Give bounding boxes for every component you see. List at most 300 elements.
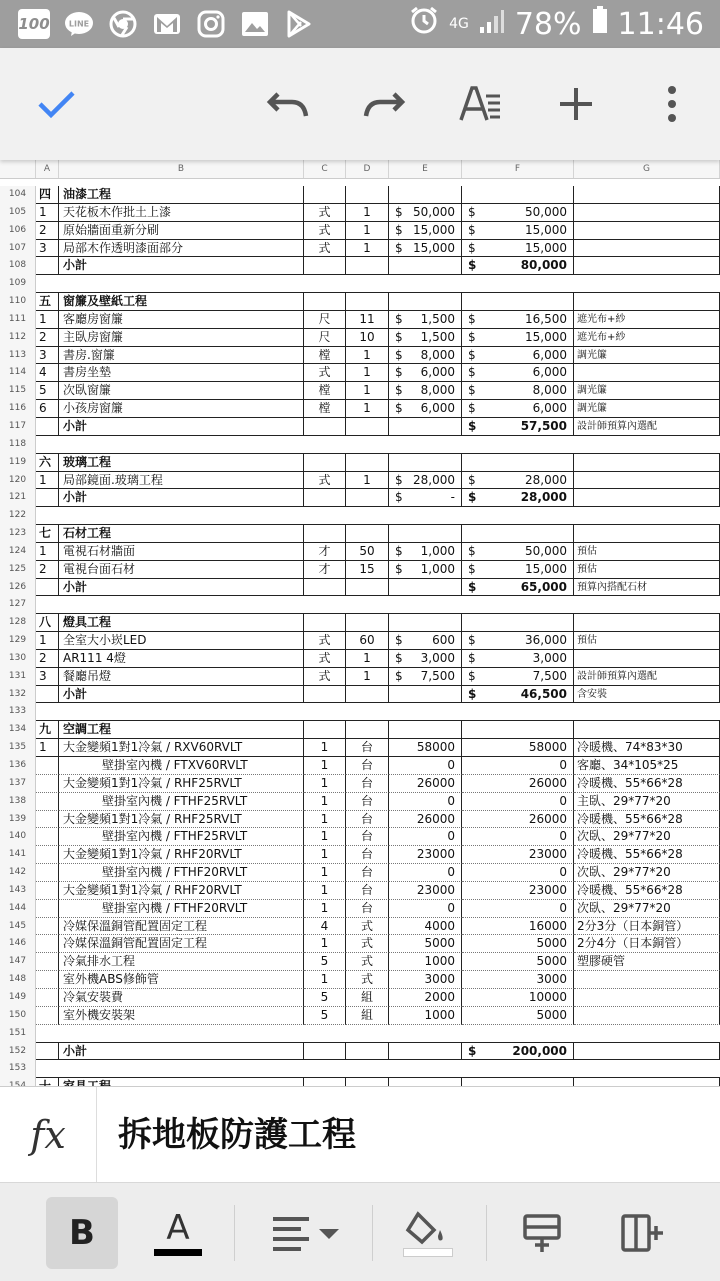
cell-g[interactable]: 調光簾 (574, 400, 720, 418)
formula-bar[interactable] (0, 1086, 720, 1183)
row-number[interactable]: 121 (0, 489, 36, 507)
cell-a[interactable]: 2 (36, 650, 59, 668)
cell-d[interactable] (346, 525, 389, 543)
row-number[interactable]: 122 (0, 507, 36, 525)
cell-f[interactable] (462, 329, 574, 347)
cell-a[interactable] (36, 757, 59, 775)
cell-g[interactable]: 預估 (574, 632, 720, 650)
cell-a[interactable]: 四 (36, 186, 59, 204)
row-number[interactable]: 116 (0, 400, 36, 418)
cell-c[interactable]: 1 (304, 882, 346, 900)
cell-f[interactable] (462, 364, 574, 382)
cell-d[interactable]: 15 (346, 561, 389, 579)
cell-e[interactable]: 1000 (389, 953, 462, 971)
cell-e[interactable] (389, 418, 462, 436)
cell-e[interactable] (389, 525, 462, 543)
cell-e[interactable] (389, 436, 462, 454)
cell-a[interactable] (36, 686, 59, 704)
cell-c[interactable]: 1 (304, 811, 346, 829)
check-icon[interactable] (28, 76, 84, 132)
cell-d[interactable] (346, 454, 389, 472)
cell-c[interactable] (304, 579, 346, 597)
cell-f[interactable] (462, 507, 574, 525)
column-header-b[interactable]: B (59, 160, 304, 178)
cell-g[interactable] (574, 275, 720, 293)
cell-d[interactable]: 1 (346, 472, 389, 490)
insert-column-icon[interactable] (610, 1197, 674, 1269)
cell-f[interactable]: 58000 (462, 739, 574, 757)
cell-c[interactable]: 5 (304, 953, 346, 971)
table-row[interactable] (0, 418, 720, 436)
cell-d[interactable]: 50 (346, 543, 389, 561)
cell-a[interactable] (36, 418, 59, 436)
cell-b[interactable]: 壁掛室內機 / FTXV60RVLT (59, 757, 304, 775)
cell-b[interactable]: 局部木作透明漆面部分 (59, 240, 304, 258)
cell-g[interactable] (574, 222, 720, 240)
cell-g[interactable] (574, 454, 720, 472)
row-number[interactable]: 113 (0, 347, 36, 365)
cell-c[interactable] (304, 186, 346, 204)
cell-f[interactable]: 0 (462, 757, 574, 775)
cell-g[interactable]: 設計師預算內選配 (574, 418, 720, 436)
table-row[interactable] (0, 811, 720, 829)
cell-b[interactable]: 小孩房窗簾 (59, 400, 304, 418)
cell-a[interactable]: 3 (36, 668, 59, 686)
cell-e[interactable] (389, 632, 462, 650)
cell-e[interactable] (389, 329, 462, 347)
row-number[interactable]: 129 (0, 632, 36, 650)
cell-b[interactable]: 室外機安裝架 (59, 1007, 304, 1025)
cell-b[interactable] (59, 596, 304, 614)
cell-a[interactable] (36, 579, 59, 597)
cell-d[interactable] (346, 507, 389, 525)
table-row[interactable] (0, 240, 720, 258)
cell-g[interactable] (574, 650, 720, 668)
cell-c[interactable]: 5 (304, 989, 346, 1007)
cell-c[interactable] (304, 525, 346, 543)
cell-f[interactable] (462, 436, 574, 454)
row-number[interactable]: 152 (0, 1043, 36, 1061)
cell-b[interactable]: 冷媒保溫銅管配置固定工程 (59, 918, 304, 936)
cell-b[interactable]: 天花板木作批土上漆 (59, 204, 304, 222)
cell-a[interactable] (36, 864, 59, 882)
cell-a[interactable]: 2 (36, 329, 59, 347)
cell-e[interactable] (389, 240, 462, 258)
cell-e[interactable] (389, 614, 462, 632)
cell-g[interactable]: 2分3分（日本銅管） (574, 918, 720, 936)
cell-g[interactable]: 主臥、29*77*20 (574, 793, 720, 811)
cell-g[interactable] (574, 364, 720, 382)
table-row[interactable] (0, 757, 720, 775)
cell-a[interactable]: 1 (36, 204, 59, 222)
cell-c[interactable]: 式 (304, 204, 346, 222)
cell-e[interactable]: 26000 (389, 775, 462, 793)
cell-g[interactable] (574, 1025, 720, 1043)
cell-a[interactable] (36, 918, 59, 936)
cell-a[interactable]: 五 (36, 293, 59, 311)
table-row[interactable] (0, 525, 720, 543)
cell-f[interactable] (462, 632, 574, 650)
cell-a[interactable] (36, 1043, 59, 1061)
cell-a[interactable] (36, 846, 59, 864)
row-number[interactable]: 128 (0, 614, 36, 632)
cell-e[interactable]: 26000 (389, 811, 462, 829)
cell-f[interactable]: 0 (462, 900, 574, 918)
cell-e[interactable] (389, 472, 462, 490)
cell-a[interactable] (36, 989, 59, 1007)
cell-e[interactable]: 23000 (389, 882, 462, 900)
cell-d[interactable] (346, 1025, 389, 1043)
table-row[interactable] (0, 632, 720, 650)
cell-c[interactable]: 尺 (304, 311, 346, 329)
cell-g[interactable] (574, 989, 720, 1007)
cell-d[interactable] (346, 686, 389, 704)
cell-c[interactable]: 式 (304, 632, 346, 650)
cell-f[interactable] (462, 1060, 574, 1078)
cell-g[interactable] (574, 703, 720, 721)
cell-d[interactable]: 台 (346, 793, 389, 811)
table-row[interactable] (0, 828, 720, 846)
cell-e[interactable] (389, 186, 462, 204)
cell-g[interactable]: 塑膠硬管 (574, 953, 720, 971)
cell-a[interactable] (36, 703, 59, 721)
cell-d[interactable]: 台 (346, 900, 389, 918)
cell-d[interactable]: 1 (346, 382, 389, 400)
cell-b[interactable]: 書房坐墊 (59, 364, 304, 382)
table-row[interactable] (0, 293, 720, 311)
cell-e[interactable] (389, 382, 462, 400)
table-row[interactable] (0, 935, 720, 953)
table-row[interactable] (0, 1060, 720, 1078)
cell-g[interactable]: 冷暖機、55*66*28 (574, 882, 720, 900)
cell-d[interactable]: 台 (346, 811, 389, 829)
cell-c[interactable] (304, 507, 346, 525)
cell-f[interactable]: 26000 (462, 775, 574, 793)
table-row[interactable] (0, 472, 720, 490)
cell-e[interactable] (389, 668, 462, 686)
table-row[interactable] (0, 454, 720, 472)
cell-c[interactable] (304, 436, 346, 454)
cell-e[interactable]: 0 (389, 793, 462, 811)
column-header-f[interactable]: F (462, 160, 574, 178)
cell-b[interactable]: 次臥窗簾 (59, 382, 304, 400)
cell-e[interactable] (389, 204, 462, 222)
cell-b[interactable]: 小計 (59, 686, 304, 704)
table-row[interactable] (0, 650, 720, 668)
cell-g[interactable] (574, 489, 720, 507)
align-left-icon[interactable] (264, 1197, 344, 1269)
cell-a[interactable] (36, 436, 59, 454)
cell-d[interactable]: 11 (346, 311, 389, 329)
cell-c[interactable]: 1 (304, 793, 346, 811)
cell-d[interactable]: 台 (346, 775, 389, 793)
cell-g[interactable] (574, 525, 720, 543)
cell-b[interactable]: 電視台面石材 (59, 561, 304, 579)
cell-a[interactable]: 六 (36, 454, 59, 472)
row-number[interactable]: 124 (0, 543, 36, 561)
cell-e[interactable] (389, 650, 462, 668)
cell-f[interactable] (462, 703, 574, 721)
cell-c[interactable] (304, 257, 346, 275)
table-row[interactable] (0, 900, 720, 918)
row-number[interactable]: 153 (0, 1060, 36, 1078)
cell-b[interactable]: 大金變頻1對1冷氣 / RHF25RVLT (59, 811, 304, 829)
cell-d[interactable] (346, 703, 389, 721)
cell-a[interactable] (36, 1007, 59, 1025)
cell-c[interactable]: 1 (304, 971, 346, 989)
cell-c[interactable]: 式 (304, 240, 346, 258)
cell-c[interactable]: 才 (304, 561, 346, 579)
cell-c[interactable]: 4 (304, 918, 346, 936)
cell-c[interactable] (304, 614, 346, 632)
cell-f[interactable] (462, 1025, 574, 1043)
cell-g[interactable]: 遮光布+紗 (574, 311, 720, 329)
cell-e[interactable]: 23000 (389, 846, 462, 864)
cell-b[interactable] (59, 1060, 304, 1078)
cell-d[interactable]: 式 (346, 953, 389, 971)
row-number[interactable]: 149 (0, 989, 36, 1007)
row-number[interactable]: 139 (0, 811, 36, 829)
cell-b[interactable]: 局部鏡面.玻璃工程 (59, 472, 304, 490)
row-number[interactable]: 131 (0, 668, 36, 686)
cell-d[interactable]: 式 (346, 935, 389, 953)
cell-b[interactable]: 小計 (59, 579, 304, 597)
table-row[interactable] (0, 775, 720, 793)
cell-a[interactable] (36, 775, 59, 793)
cell-g[interactable]: 冷暖機、55*66*28 (574, 775, 720, 793)
cell-a[interactable]: 5 (36, 382, 59, 400)
row-number[interactable]: 114 (0, 364, 36, 382)
cell-b[interactable]: 石材工程 (59, 525, 304, 543)
cell-a[interactable]: 1 (36, 632, 59, 650)
cell-g[interactable]: 預估 (574, 543, 720, 561)
cell-f[interactable]: 5000 (462, 1007, 574, 1025)
row-number[interactable]: 127 (0, 596, 36, 614)
cell-f[interactable] (462, 668, 574, 686)
row-number[interactable]: 110 (0, 293, 36, 311)
row-number[interactable]: 136 (0, 757, 36, 775)
row-number[interactable]: 108 (0, 257, 36, 275)
cell-f[interactable] (462, 454, 574, 472)
table-row[interactable] (0, 793, 720, 811)
cell-f[interactable] (462, 347, 574, 365)
cell-a[interactable]: 1 (36, 543, 59, 561)
cell-c[interactable] (304, 275, 346, 293)
table-row[interactable] (0, 186, 720, 204)
table-row[interactable] (0, 543, 720, 561)
cell-b[interactable]: 窗簾及壁紙工程 (59, 293, 304, 311)
cell-c[interactable] (304, 489, 346, 507)
cell-e[interactable] (389, 364, 462, 382)
row-number[interactable]: 146 (0, 935, 36, 953)
cell-g[interactable] (574, 293, 720, 311)
cell-b[interactable]: 空調工程 (59, 721, 304, 739)
cell-g[interactable]: 設計師預算內選配 (574, 668, 720, 686)
cell-g[interactable] (574, 1060, 720, 1078)
cell-c[interactable]: 式 (304, 650, 346, 668)
cell-d[interactable]: 台 (346, 828, 389, 846)
cell-b[interactable]: 電視石材牆面 (59, 543, 304, 561)
table-row[interactable] (0, 614, 720, 632)
cell-f[interactable] (462, 382, 574, 400)
cell-d[interactable] (346, 1060, 389, 1078)
cell-f[interactable] (462, 186, 574, 204)
cell-g[interactable] (574, 240, 720, 258)
cell-c[interactable]: 樘 (304, 347, 346, 365)
table-row[interactable] (0, 686, 720, 704)
row-number[interactable]: 132 (0, 686, 36, 704)
formula-input[interactable]: 拆地板防護工程 (118, 1115, 356, 1155)
cell-f[interactable] (462, 293, 574, 311)
cell-c[interactable]: 1 (304, 846, 346, 864)
cell-b[interactable]: 冷氣排水工程 (59, 953, 304, 971)
cell-c[interactable]: 1 (304, 935, 346, 953)
cell-d[interactable]: 1 (346, 222, 389, 240)
cell-b[interactable]: 燈具工程 (59, 614, 304, 632)
cell-f[interactable]: 23000 (462, 882, 574, 900)
cell-a[interactable]: 1 (36, 472, 59, 490)
undo-icon[interactable] (260, 76, 316, 132)
cell-f[interactable] (462, 472, 574, 490)
cell-b[interactable]: 餐廳吊燈 (59, 668, 304, 686)
cell-c[interactable] (304, 1043, 346, 1061)
cell-b[interactable]: 大金變頻1對1冷氣 / RHF20RVLT (59, 882, 304, 900)
cell-c[interactable]: 式 (304, 472, 346, 490)
cell-f[interactable]: 16000 (462, 918, 574, 936)
cell-b[interactable]: 油漆工程 (59, 186, 304, 204)
cell-g[interactable]: 遮光布+紗 (574, 329, 720, 347)
cell-c[interactable] (304, 1060, 346, 1078)
cell-c[interactable]: 尺 (304, 329, 346, 347)
cell-f[interactable] (462, 686, 574, 704)
cell-e[interactable] (389, 347, 462, 365)
cell-f[interactable] (462, 489, 574, 507)
cell-g[interactable] (574, 186, 720, 204)
cell-e[interactable]: 5000 (389, 935, 462, 953)
row-number[interactable]: 150 (0, 1007, 36, 1025)
cell-e[interactable] (389, 222, 462, 240)
cell-f[interactable] (462, 311, 574, 329)
cell-a[interactable]: 九 (36, 721, 59, 739)
cell-a[interactable] (36, 811, 59, 829)
row-number[interactable]: 141 (0, 846, 36, 864)
cell-f[interactable] (462, 561, 574, 579)
plus-icon[interactable] (548, 76, 604, 132)
cell-a[interactable]: 1 (36, 311, 59, 329)
cell-g[interactable] (574, 1007, 720, 1025)
row-number[interactable]: 123 (0, 525, 36, 543)
cell-d[interactable] (346, 257, 389, 275)
table-row[interactable] (0, 703, 720, 721)
cell-c[interactable]: 式 (304, 668, 346, 686)
cell-f[interactable] (462, 257, 574, 275)
cell-f[interactable]: 23000 (462, 846, 574, 864)
cell-f[interactable] (462, 400, 574, 418)
cell-g[interactable] (574, 596, 720, 614)
cell-b[interactable] (59, 275, 304, 293)
cell-e[interactable] (389, 275, 462, 293)
cell-g[interactable]: 冷暖機、55*66*28 (574, 811, 720, 829)
cell-a[interactable] (36, 1060, 59, 1078)
cell-e[interactable]: 0 (389, 900, 462, 918)
cell-b[interactable] (59, 436, 304, 454)
row-number[interactable]: 117 (0, 418, 36, 436)
cell-g[interactable]: 次臥、29*77*20 (574, 900, 720, 918)
cell-a[interactable]: 4 (36, 364, 59, 382)
table-row[interactable] (0, 1007, 720, 1025)
cell-b[interactable]: 原始牆面重新分刷 (59, 222, 304, 240)
row-number[interactable]: 118 (0, 436, 36, 454)
table-row[interactable] (0, 668, 720, 686)
cell-a[interactable] (36, 882, 59, 900)
text-color-button[interactable] (144, 1197, 212, 1269)
table-row[interactable] (0, 918, 720, 936)
cell-f[interactable]: 0 (462, 828, 574, 846)
row-number[interactable]: 148 (0, 971, 36, 989)
row-number[interactable]: 130 (0, 650, 36, 668)
cell-e[interactable] (389, 561, 462, 579)
table-row[interactable] (0, 275, 720, 293)
cell-g[interactable] (574, 971, 720, 989)
cell-c[interactable]: 1 (304, 757, 346, 775)
cell-d[interactable]: 1 (346, 400, 389, 418)
cell-g[interactable]: 預算內搭配石材 (574, 579, 720, 597)
cell-a[interactable]: 八 (36, 614, 59, 632)
cell-e[interactable] (389, 1043, 462, 1061)
cell-b[interactable]: 小計 (59, 489, 304, 507)
table-row[interactable] (0, 1025, 720, 1043)
cell-d[interactable]: 1 (346, 668, 389, 686)
cell-c[interactable]: 樘 (304, 400, 346, 418)
cell-d[interactable] (346, 596, 389, 614)
cell-f[interactable]: 5000 (462, 953, 574, 971)
cell-g[interactable] (574, 204, 720, 222)
table-row[interactable] (0, 989, 720, 1007)
cell-b[interactable]: 小計 (59, 1043, 304, 1061)
cell-e[interactable] (389, 489, 462, 507)
cell-d[interactable] (346, 275, 389, 293)
table-row[interactable] (0, 561, 720, 579)
cell-f[interactable]: 10000 (462, 989, 574, 1007)
table-row[interactable] (0, 329, 720, 347)
cell-g[interactable]: 預估 (574, 561, 720, 579)
cell-b[interactable]: 壁掛室內機 / FTHF20RVLT (59, 864, 304, 882)
cell-b[interactable]: AR111 4燈 (59, 650, 304, 668)
row-number[interactable]: 112 (0, 329, 36, 347)
cell-e[interactable]: 0 (389, 757, 462, 775)
cell-e[interactable]: 4000 (389, 918, 462, 936)
cell-d[interactable] (346, 489, 389, 507)
column-header-c[interactable]: C (304, 160, 346, 178)
cell-b[interactable]: 小計 (59, 418, 304, 436)
cell-e[interactable] (389, 257, 462, 275)
cell-b[interactable]: 主臥房窗簾 (59, 329, 304, 347)
cell-c[interactable] (304, 596, 346, 614)
cell-e[interactable] (389, 454, 462, 472)
cell-b[interactable]: 壁掛室內機 / FTHF25RVLT (59, 828, 304, 846)
cell-b[interactable]: 冷媒保溫銅管配置固定工程 (59, 935, 304, 953)
cell-c[interactable]: 1 (304, 864, 346, 882)
column-header-g[interactable]: G (574, 160, 720, 178)
cell-a[interactable] (36, 596, 59, 614)
cell-g[interactable]: 2分4分（日本銅管） (574, 935, 720, 953)
cell-d[interactable]: 60 (346, 632, 389, 650)
cell-b[interactable]: 全室大小崁LED (59, 632, 304, 650)
column-header-e[interactable]: E (389, 160, 462, 178)
cell-d[interactable]: 台 (346, 739, 389, 757)
cell-d[interactable]: 台 (346, 882, 389, 900)
cell-c[interactable]: 1 (304, 739, 346, 757)
